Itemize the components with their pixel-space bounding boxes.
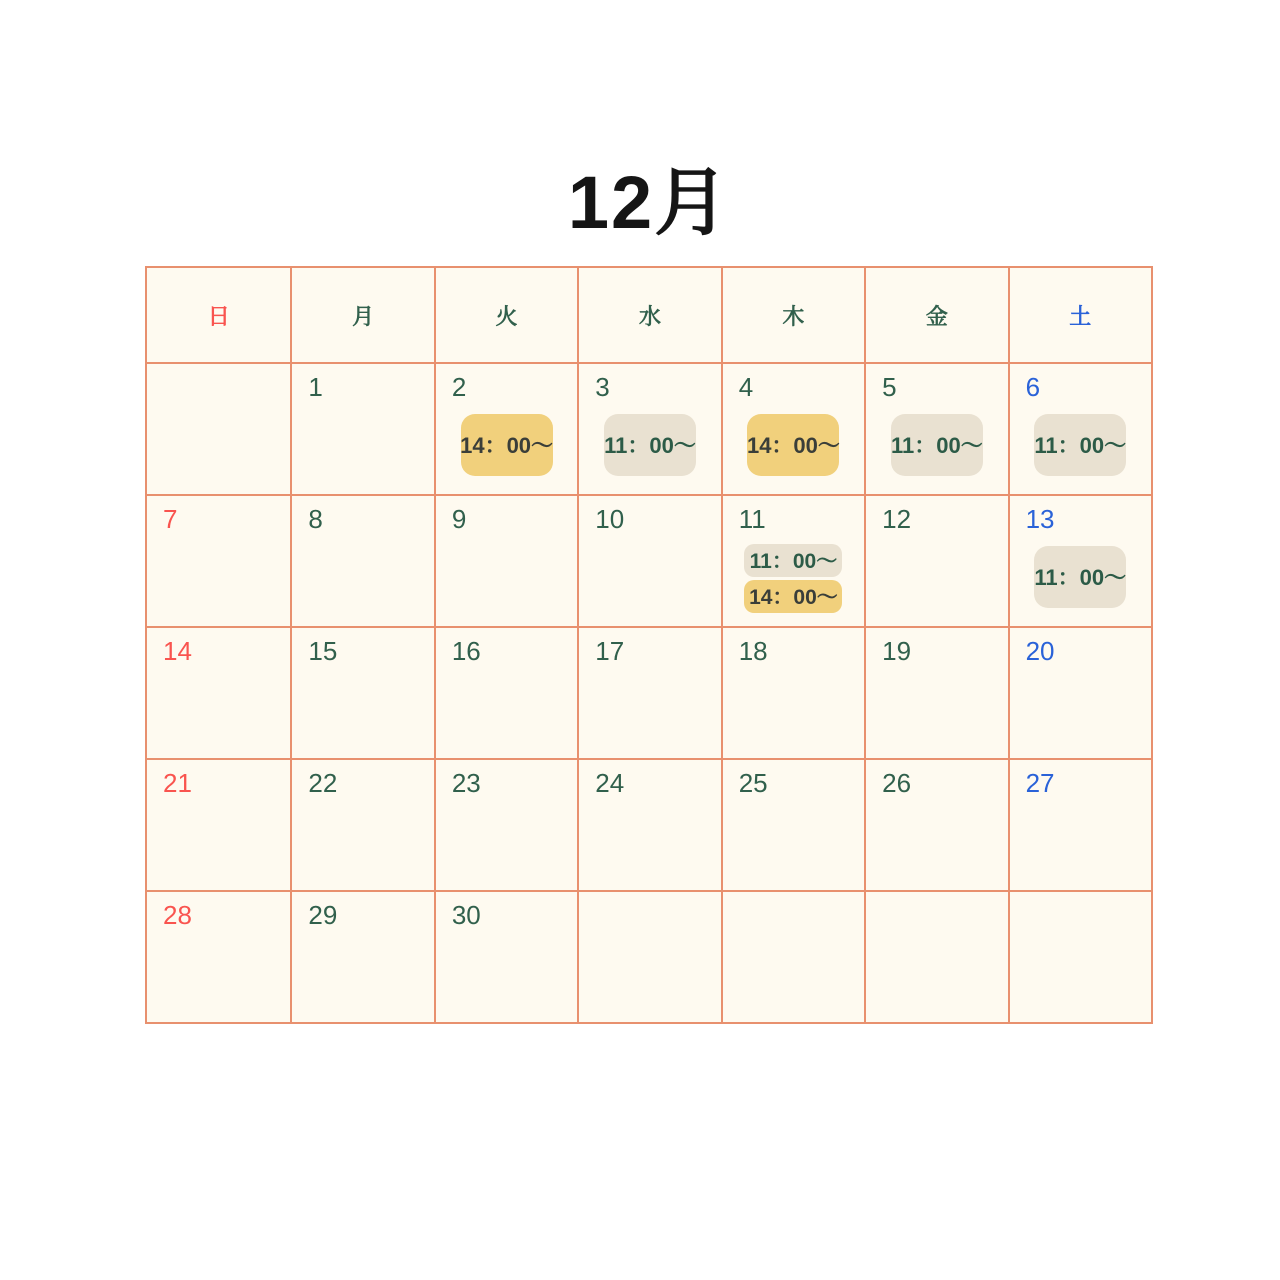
weekday-header-wed: 水 — [577, 268, 720, 362]
day-cell-15 — [290, 628, 433, 758]
event-badge-beige: 11：00〜 — [1034, 546, 1126, 608]
day-cell-21 — [147, 760, 290, 890]
day-number: 15 — [308, 636, 338, 666]
day-cell-5 — [864, 364, 1007, 494]
day-cell-17 — [577, 628, 720, 758]
event-badge-beige: 11：00〜 — [891, 414, 983, 476]
day-number: 7 — [163, 504, 178, 534]
day-number: 23 — [451, 768, 481, 798]
day-number: 27 — [1025, 768, 1055, 798]
day-cell-16 — [434, 628, 577, 758]
weekday-header-fri: 金 — [864, 268, 1007, 362]
day-cell-14 — [147, 628, 290, 758]
day-number: 13 — [1025, 504, 1055, 534]
weekday-header-thu: 木 — [721, 268, 864, 362]
day-number: 24 — [595, 768, 625, 798]
day-cell-12 — [864, 496, 1007, 626]
day-number: 20 — [1025, 636, 1055, 666]
day-cell-23 — [434, 760, 577, 890]
day-number: 30 — [451, 900, 481, 930]
day-number: 9 — [451, 504, 467, 534]
weekday-header-sun: 日 — [147, 268, 290, 362]
day-number: 26 — [882, 768, 912, 798]
day-cell-25 — [721, 760, 864, 890]
event-badge-beige: 11：00〜 — [604, 414, 696, 476]
calendar-weeks — [147, 362, 1151, 1022]
day-number: 18 — [738, 636, 768, 666]
weekday-header-mon: 月 — [290, 268, 433, 362]
day-cell-empty — [721, 892, 864, 1022]
day-cell-empty — [577, 892, 720, 1022]
day-cell-27 — [1008, 760, 1151, 890]
day-cell-24 — [577, 760, 720, 890]
day-number: 14 — [163, 636, 192, 666]
calendar-grid — [145, 266, 1153, 1024]
day-number: 25 — [738, 768, 768, 798]
day-cell-20 — [1008, 628, 1151, 758]
day-cell-30 — [434, 892, 577, 1022]
day-number: 12 — [882, 504, 912, 534]
day-cell-4 — [721, 364, 864, 494]
week-row-3 — [147, 626, 1151, 758]
calendar-title: 12月 — [567, 161, 731, 244]
week-row-1 — [147, 362, 1151, 494]
week-row-4 — [147, 758, 1151, 890]
day-cell-3 — [577, 364, 720, 494]
weekday-header-row — [147, 268, 1151, 362]
day-cell-28 — [147, 892, 290, 1022]
day-cell-10 — [577, 496, 720, 626]
day-number: 3 — [595, 372, 610, 402]
day-number: 21 — [163, 768, 192, 798]
weekday-header-tue: 火 — [434, 268, 577, 362]
week-row-5 — [147, 890, 1151, 1022]
week-row-2 — [147, 494, 1151, 626]
day-cell-26 — [864, 760, 1007, 890]
day-cell-7 — [147, 496, 290, 626]
day-cell-22 — [290, 760, 433, 890]
weekday-header-sat: 土 — [1008, 268, 1151, 362]
day-number: 28 — [163, 900, 192, 930]
day-number: 1 — [308, 372, 323, 402]
day-cell-empty — [864, 892, 1007, 1022]
day-cell-6 — [1008, 364, 1151, 494]
day-number: 19 — [882, 636, 912, 666]
day-number: 6 — [1025, 372, 1041, 402]
event-badge-beige: 11：00〜 — [744, 544, 842, 577]
day-number: 17 — [595, 636, 625, 666]
day-number: 11 — [738, 504, 766, 534]
day-number: 16 — [451, 636, 481, 666]
day-cell-18 — [721, 628, 864, 758]
day-cell-13 — [1008, 496, 1151, 626]
day-cell-2 — [434, 364, 577, 494]
day-cell-19 — [864, 628, 1007, 758]
event-badge-yellow: 14：00〜 — [461, 414, 553, 476]
day-number: 4 — [738, 372, 754, 402]
event-badge-beige: 11：00〜 — [1034, 414, 1126, 476]
day-number: 2 — [451, 372, 467, 402]
day-cell-empty — [147, 364, 290, 494]
day-number: 8 — [308, 504, 323, 534]
day-number: 29 — [308, 900, 338, 930]
day-cell-1 — [290, 364, 433, 494]
event-badge-yellow: 14：00〜 — [744, 580, 842, 613]
day-cell-8 — [290, 496, 433, 626]
day-cell-11 — [721, 496, 864, 626]
day-cell-empty — [1008, 892, 1151, 1022]
event-badge-yellow: 14：00〜 — [747, 414, 839, 476]
day-cell-29 — [290, 892, 433, 1022]
day-number: 5 — [882, 372, 897, 402]
day-number: 10 — [595, 504, 625, 534]
day-number: 22 — [308, 768, 338, 798]
day-cell-9 — [434, 496, 577, 626]
